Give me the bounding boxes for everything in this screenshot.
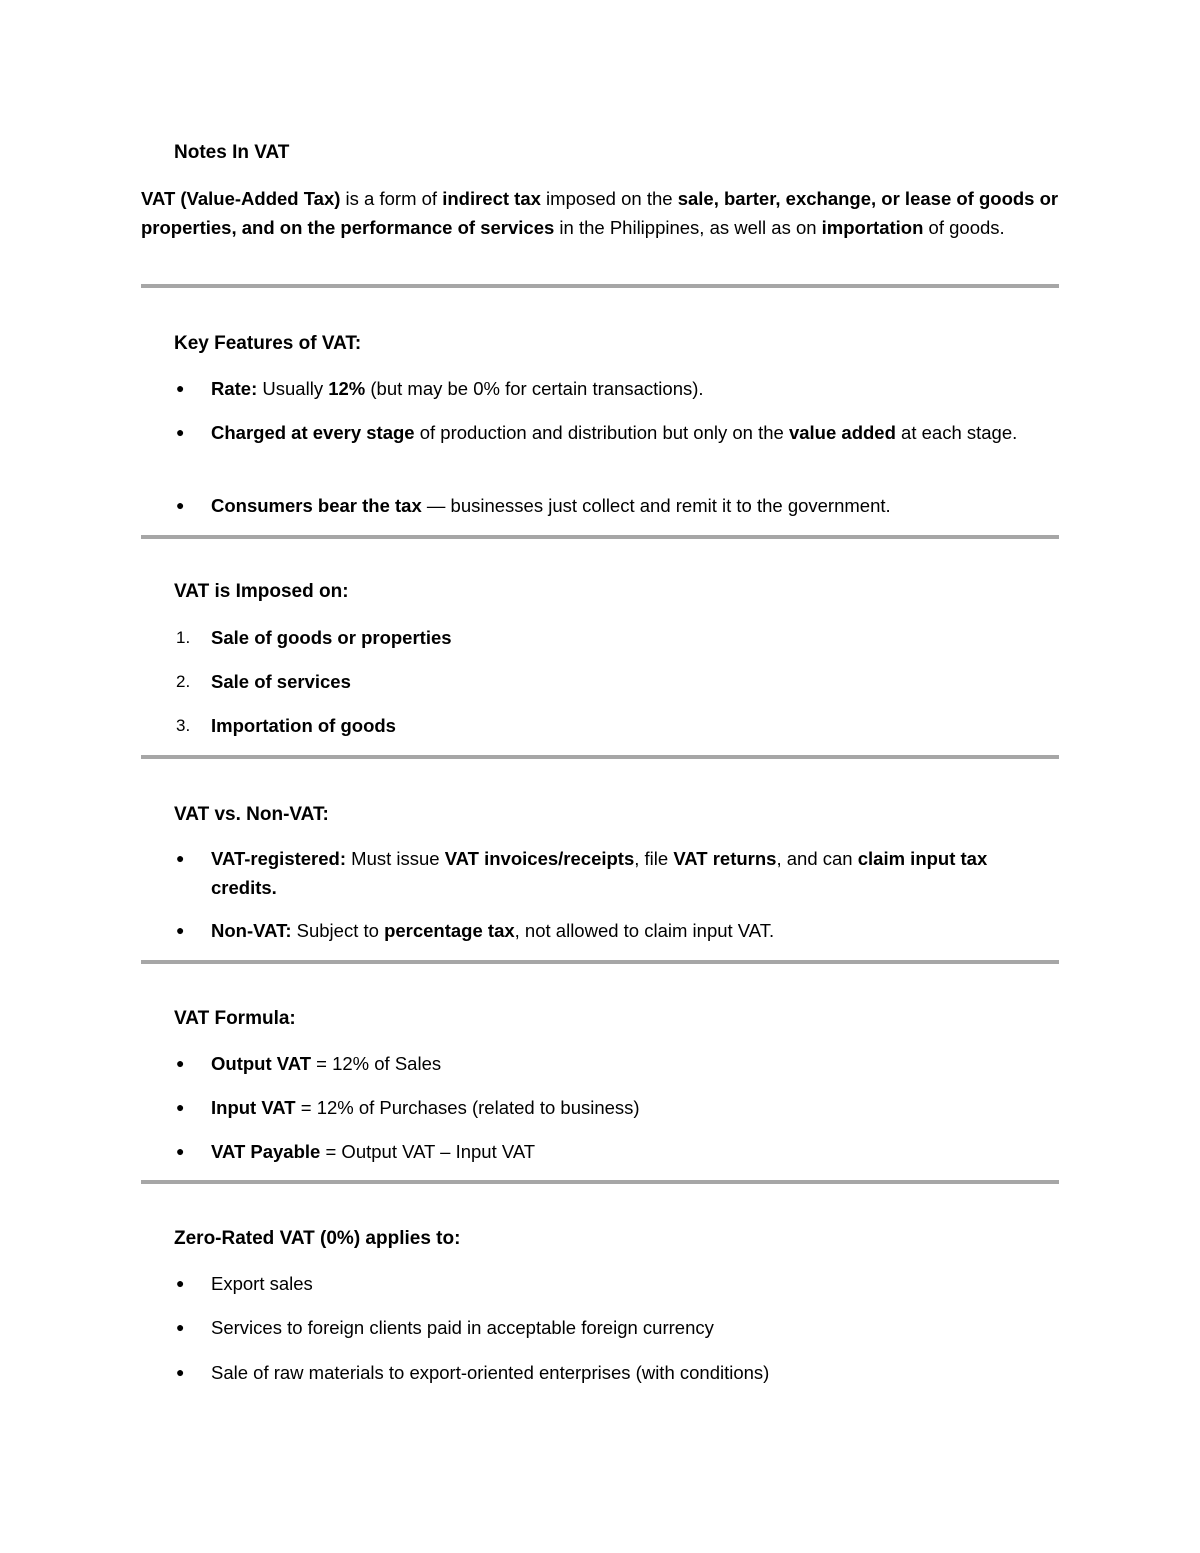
bullet-icon: ● [176,850,185,866]
section-divider [141,284,1059,288]
bullet-icon: ● [176,922,185,938]
list-item: ● VAT-registered: Must issue VAT invoices/receipts, file VAT returns, and can claim input tax credits. [174,844,1034,902]
list-item: ● VAT Payable = Output VAT – Input VAT [174,1137,1034,1166]
list-number: 3. [176,716,191,735]
section-heading-key-features: Key Features of VAT: [174,333,362,354]
section-heading-zero-rated: Zero-Rated VAT (0%) applies to: [174,1228,461,1249]
bullet-icon: ● [176,424,185,440]
list-item: 2. Sale of services [174,667,1034,696]
section-heading-imposed-on: VAT is Imposed on: [174,581,349,602]
list-item: 3. Importation of goods [174,711,1034,740]
bullet-icon: ● [176,1319,185,1335]
list-number: 2. [176,672,191,691]
list-item: ● Input VAT = 12% of Purchases (related to business) [174,1093,1034,1122]
bullet-icon: ● [176,380,185,396]
bullet-icon: ● [176,1099,185,1115]
list-item: ● Non-VAT: Subject to percentage tax, not allowed to claim input VAT. [174,916,1034,945]
bullet-icon: ● [176,1143,185,1159]
list-item: ● Charged at every stage of production and distribution but only on the value added at each stage. [174,418,1034,447]
list-item: ● Export sales [174,1269,1034,1298]
section-divider [141,960,1059,964]
intro-term: VAT (Value-Added Tax) [141,188,341,209]
bullet-icon: ● [176,1275,185,1291]
bullet-icon: ● [176,1055,185,1071]
section-divider [141,1180,1059,1184]
list-item: ● Consumers bear the tax — businesses just collect and remit it to the government. [174,491,1034,520]
document-title: Notes In VAT [174,142,290,163]
list-number: 1. [176,628,191,647]
section-heading-vat-vs-nonvat: VAT vs. Non-VAT: [174,804,329,825]
list-item: 1. Sale of goods or properties [174,623,1034,652]
list-item: ● Rate: Usually 12% (but may be 0% for certain transactions). [174,374,1034,403]
section-divider [141,755,1059,759]
list-item: ● Sale of raw materials to export-oriented enterprises (with conditions) [174,1358,1034,1387]
section-divider [141,535,1059,539]
bullet-icon: ● [176,497,185,513]
list-item: ● Output VAT = 12% of Sales [174,1049,1034,1078]
intro-paragraph: VAT (Value-Added Tax) is a form of indirect tax imposed on the sale, barter, exchange, or lease of goods or properties, and on the performance of services in the Philippines, as well as on importation of goods. [141,188,1059,238]
list-item: ● Services to foreign clients paid in acceptable foreign currency [174,1313,1034,1342]
section-heading-formula: VAT Formula: [174,1008,296,1029]
bullet-icon: ● [176,1364,185,1380]
